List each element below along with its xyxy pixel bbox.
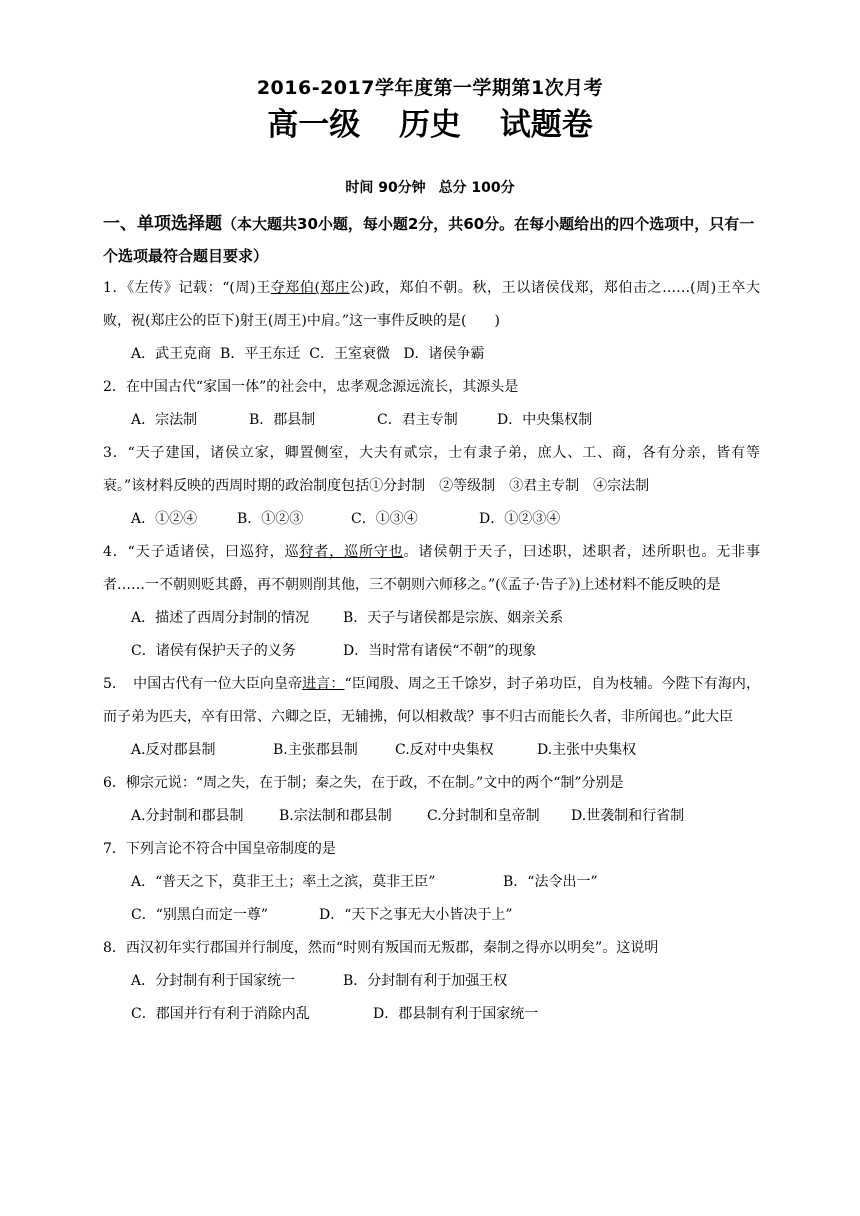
option-a: A．分封制有利于国家统一 (131, 973, 296, 989)
option-a: A．“普天之下，莫非王土；率土之滨，莫非王臣” (131, 874, 436, 890)
option-b: B．“法令出一” (503, 874, 598, 890)
option-a: A．宗法制 (131, 412, 198, 428)
option-c: C.反对中央集权 (395, 742, 494, 758)
paper-label: 试题卷 (499, 107, 593, 143)
question-stem: 8．西汉初年实行郡国并行制度，然而“时则有叛国而无叛郡，秦制之得亦以明矣”。这说明 (103, 940, 659, 956)
option-b: B．分封制有利于加强王权 (343, 973, 508, 989)
question-stem: 2．在中国古代“家国一体”的社会中，忠孝观念源远流长，其源头是 (103, 379, 519, 395)
option-row (103, 734, 760, 767)
question-stem (103, 536, 760, 602)
underlined-text: 狩者，巡所守也 (299, 544, 404, 560)
option-row (103, 800, 760, 833)
question-stem: 6．柳宗元说：“周之失，在于制；秦之失，在于政，不在制。”文中的两个“制”分别是 (103, 775, 624, 791)
exam-main-title (0, 99, 860, 144)
option-c: C．王室衰微 (309, 346, 390, 362)
stem-text: 4．“天子适诸侯，曰巡狩，巡 (103, 544, 300, 560)
option-c: C.分封制和皇帝制 (427, 808, 540, 824)
exam-time: 时间 90分钟 (345, 180, 426, 196)
stem-text: 。诸侯朝于天子，曰述职，述职者，述所职也。无非事者……一不朝则贬其爵，再不朝则削其他，三不朝则六师移之。”(《孟子·告子》)上述材料不能反映的是 (103, 544, 761, 593)
option-b: B．①②③ (237, 511, 304, 527)
option-row (103, 404, 760, 437)
grade-label: 高一级 (267, 107, 361, 143)
option-c: C．郡国并行有利于消除内乱 (131, 1006, 310, 1022)
option-b: B．平王东迁 (220, 346, 301, 362)
option-a: A.反对郡县制 (131, 742, 216, 758)
option-row (103, 965, 760, 998)
section-heading: 一、单项选择题 (103, 214, 222, 234)
exam-meta (0, 177, 860, 197)
option-b: B．天子与诸侯都是宗族、姻亲关系 (343, 610, 564, 626)
option-d: D．当时常有诸侯“不朝”的现象 (343, 643, 537, 659)
option-d: D．诸侯争霸 (403, 346, 485, 362)
section-note: （本大题共30小题，每小题2分，共60分。在每小题给出的四个选项中，只有一个选项最符合题目要求） (103, 215, 755, 265)
option-c: C．①③④ (351, 511, 418, 527)
option-row (103, 866, 760, 899)
underlined-text: 进言： (302, 676, 345, 692)
option-a: A.分封制和郡县制 (131, 808, 244, 824)
option-d: D．中央集权制 (497, 412, 593, 428)
stem-text: 5． 中国古代有一位大臣向皇帝 (103, 676, 303, 692)
question-stem: 7．下列言论不符合中国皇帝制度的是 (103, 841, 336, 857)
option-d: D．“天下之事无大小皆决于上” (319, 907, 513, 923)
question-stem (103, 272, 760, 338)
option-a: A．描述了西周分封制的情况 (131, 610, 310, 626)
option-row (103, 998, 760, 1031)
option-row (103, 602, 760, 635)
section-header (103, 208, 763, 272)
question-list (103, 272, 760, 1031)
stem-text: 1．《左传》记载：“(周)王 (103, 280, 271, 296)
option-d: D.主张中央集权 (537, 742, 637, 758)
exam-total-score: 总分 100分 (438, 180, 515, 196)
option-d: D.世袭制和行省制 (571, 808, 685, 824)
option-b: B．郡县制 (249, 412, 316, 428)
underlined-text: 夺郑伯(郑庄 (270, 280, 350, 296)
option-b: B.宗法制和郡县制 (279, 808, 392, 824)
option-row (103, 338, 760, 371)
option-d: D．①②③④ (479, 511, 561, 527)
question-stem: 3．“天子建国，诸侯立家，卿置侧室，大夫有贰宗，士有隶子弟，庶人、工、商，各有分亲，皆有等衰。”该材料反映的西周时期的政治制度包括①分封制 ②等级制 ③君主专制 ④宗法制 (103, 445, 760, 494)
stem-text: 公)政，郑伯不朝。秋，王以诸侯伐郑，郑伯击之……(周)王卒大败，祝(郑庄公的臣下)射王(周王)中肩。”这一事件反映的是( ) (103, 280, 761, 329)
option-c: C．诸侯有保护天子的义务 (131, 643, 296, 659)
option-row (103, 503, 760, 536)
exam-term-title: 2016-2017学年度第一学期第1次月考 (256, 77, 604, 99)
option-a: A．①②④ (131, 511, 198, 527)
question-stem (103, 668, 760, 734)
stem-text: “臣闻殷、周之王千馀岁，封子弟功臣，自为枝辅。今陛下有海内，而子弟为匹夫，卒有田常、六卿之臣，无辅拂，何以相救哉？事不归古而能长久者，非所闻也。”此大臣 (103, 676, 761, 725)
option-c: C．君主专制 (377, 412, 458, 428)
option-b: B.主张郡县制 (273, 742, 358, 758)
option-c: C．“别黑白而定一尊” (131, 907, 269, 923)
option-a: A．武王克商 (131, 346, 212, 362)
subject-label: 历史 (399, 107, 461, 143)
option-row (103, 635, 760, 668)
option-d: D．郡县制有利于国家统一 (373, 1006, 539, 1022)
option-row (103, 899, 760, 932)
